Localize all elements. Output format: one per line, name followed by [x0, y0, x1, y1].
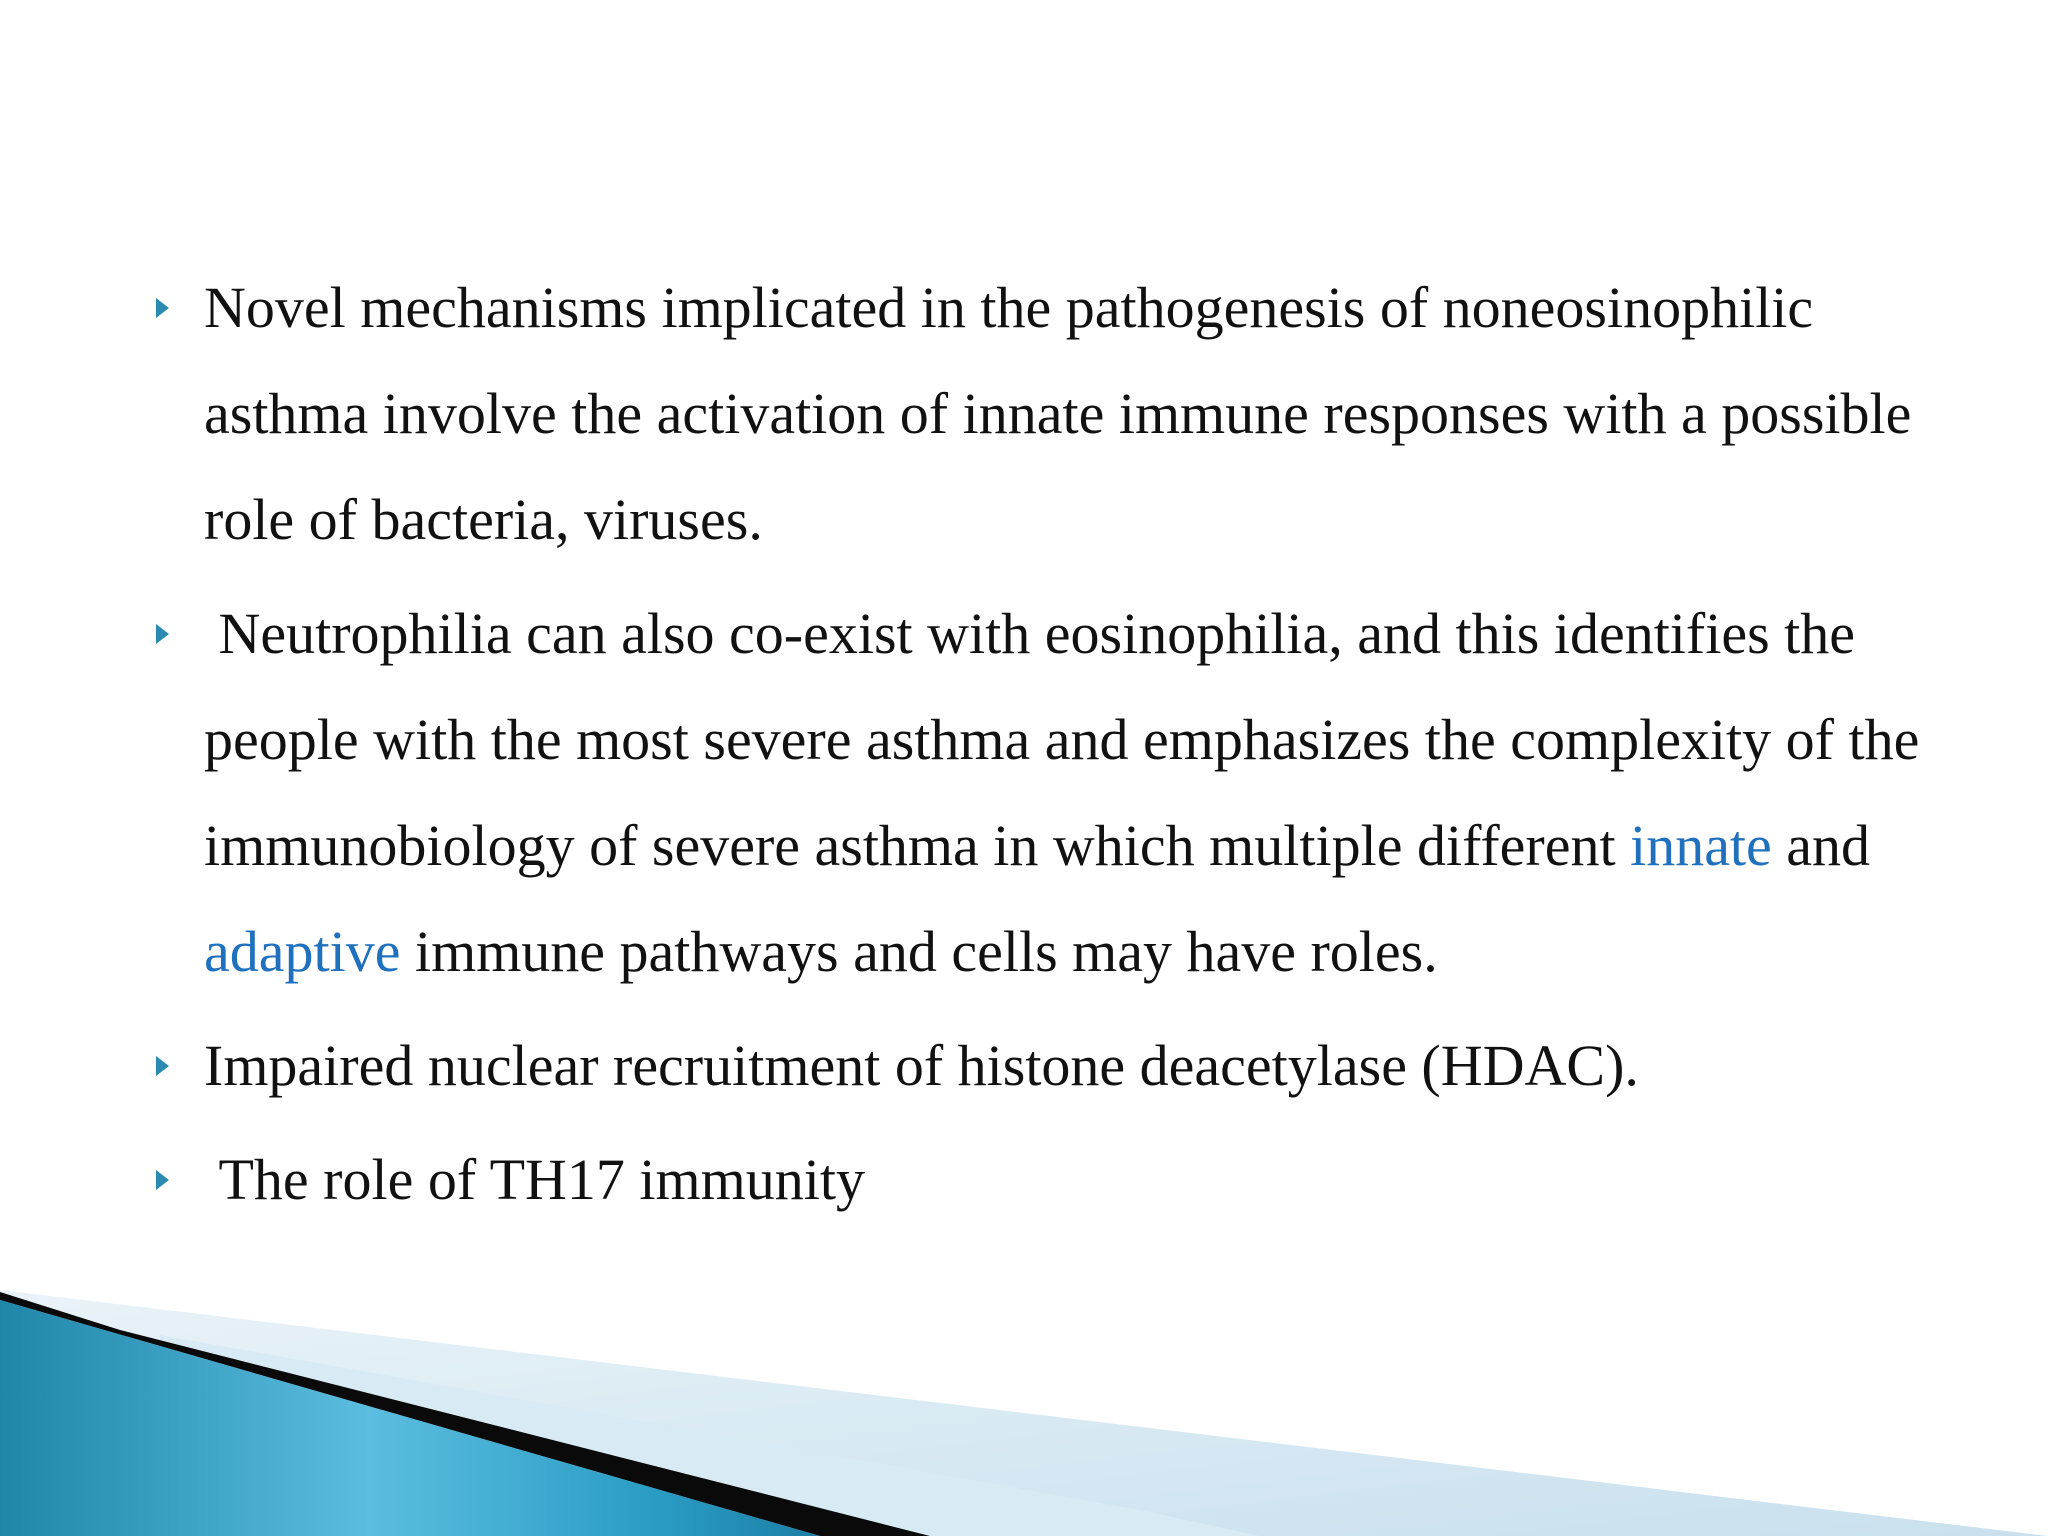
bullet-item	[140, 1127, 1920, 1233]
bullet-text: Novel mechanisms implicated in the pathogenesis of noneosinophilic asthma involve the activation of innate immune responses with a possible role of bacteria, viruses.	[204, 275, 1912, 552]
bullet-item	[140, 1013, 1920, 1119]
triangle-bullet-icon	[156, 1170, 169, 1190]
triangle-bullet-icon	[156, 624, 169, 644]
bullet-text: Impaired nuclear recruitment of histone deacetylase (HDAC).	[204, 1033, 1639, 1098]
bullet-item	[140, 255, 1920, 573]
bullet-text: The role of TH17 immunity	[204, 1147, 865, 1212]
highlight-innate: innate	[1630, 813, 1772, 878]
triangle-bullet-icon	[156, 1056, 169, 1076]
bullet-text	[204, 601, 1934, 984]
bullet-text-middle: and	[1771, 813, 1885, 878]
bullet-list	[140, 255, 1934, 1233]
bullet-item	[140, 581, 1934, 1005]
bullet-text-end: immune pathways and cells may have roles.	[400, 919, 1438, 984]
triangle-bullet-icon	[156, 298, 169, 318]
highlight-adaptive: adaptive	[204, 919, 401, 984]
bullet-text-start: Neutrophilia can also co-exist with eosinophilia, and this identifies the people with the most severe asthma and emphasizes the complexity of the immunobiology of severe asthma in which multiple different	[204, 601, 1934, 878]
